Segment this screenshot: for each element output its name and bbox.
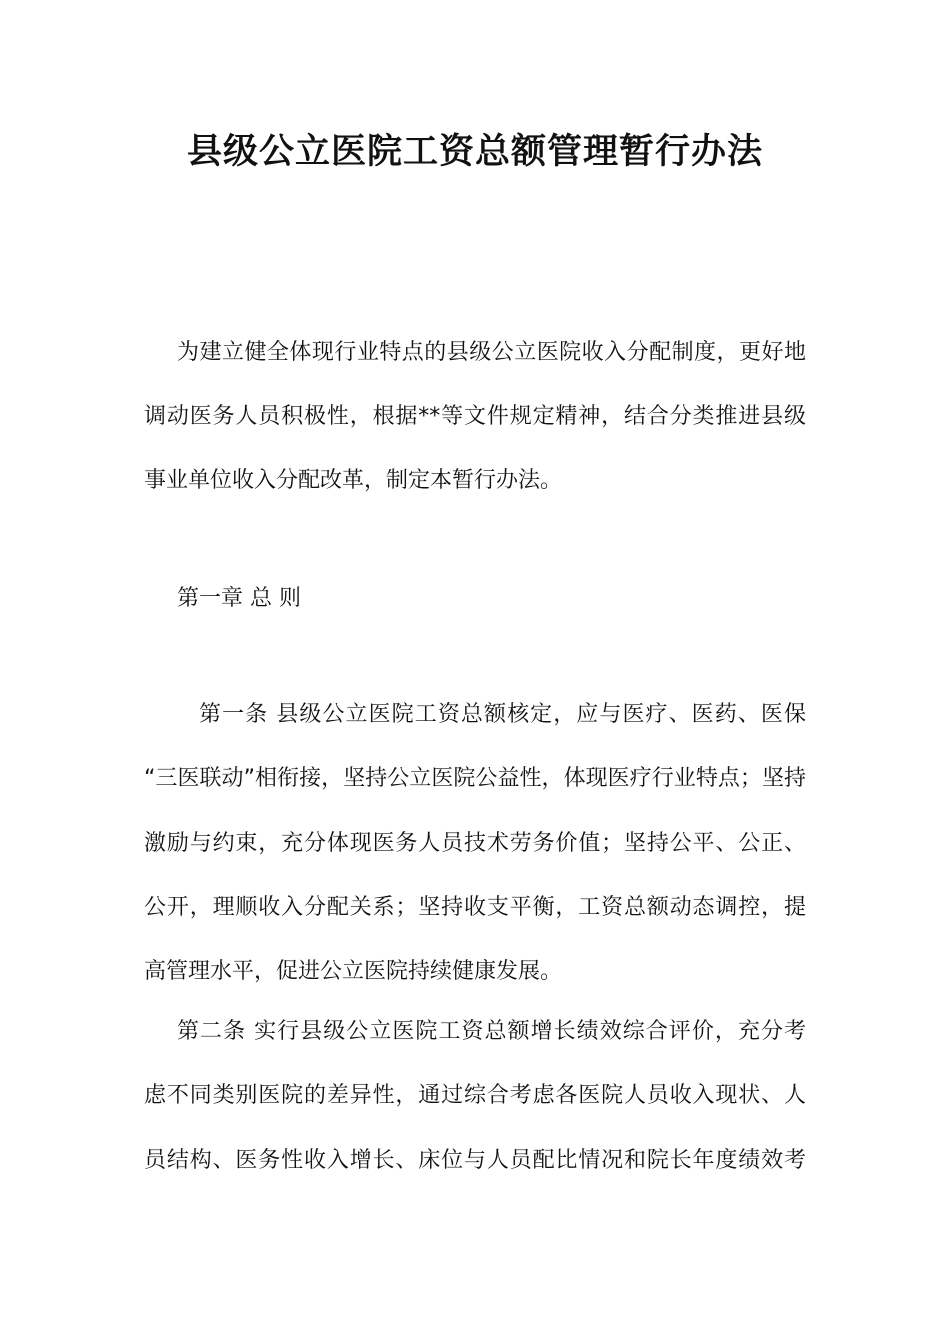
document-title: 县级公立医院工资总额管理暂行办法 — [186, 131, 763, 172]
article-2-line-3: 员结构、医务性收入增长、床位与人员配比情况和院长年度绩效考 — [144, 1148, 806, 1173]
article-2-line-2: 虑不同类别医院的差异性，通过综合考虑各医院人员收入现状、人 — [144, 1083, 806, 1108]
preamble-line-3: 事业单位收入分配改革，制定本暂行办法。 — [144, 468, 563, 493]
chapter-heading: 第一章 总 则 — [177, 586, 301, 611]
article-1-line-5: 高管理水平，促进公立医院持续健康发展。 — [144, 959, 563, 984]
preamble-line-1: 为建立健全体现行业特点的县级公立医院收入分配制度，更好地 — [177, 340, 806, 365]
article-2-line-1: 第二条 实行县级公立医院工资总额增长绩效综合评价，充分考 — [177, 1019, 806, 1044]
article-1-line-2: “三医联动”相衔接，坚持公立医院公益性，体现医疗行业特点；坚持 — [144, 766, 806, 791]
preamble-line-2: 调动医务人员积极性，根据**等文件规定精神，结合分类推进县级 — [144, 404, 806, 429]
article-1-line-1: 第一条 县级公立医院工资总额核定，应与医疗、医药、医保 — [199, 702, 806, 727]
article-1-line-3: 激励与约束，充分体现医务人员技术劳务价值；坚持公平、公正、 — [144, 831, 806, 856]
article-1-line-4: 公开，理顺收入分配关系；坚持收支平衡，工资总额动态调控，提 — [144, 895, 806, 920]
